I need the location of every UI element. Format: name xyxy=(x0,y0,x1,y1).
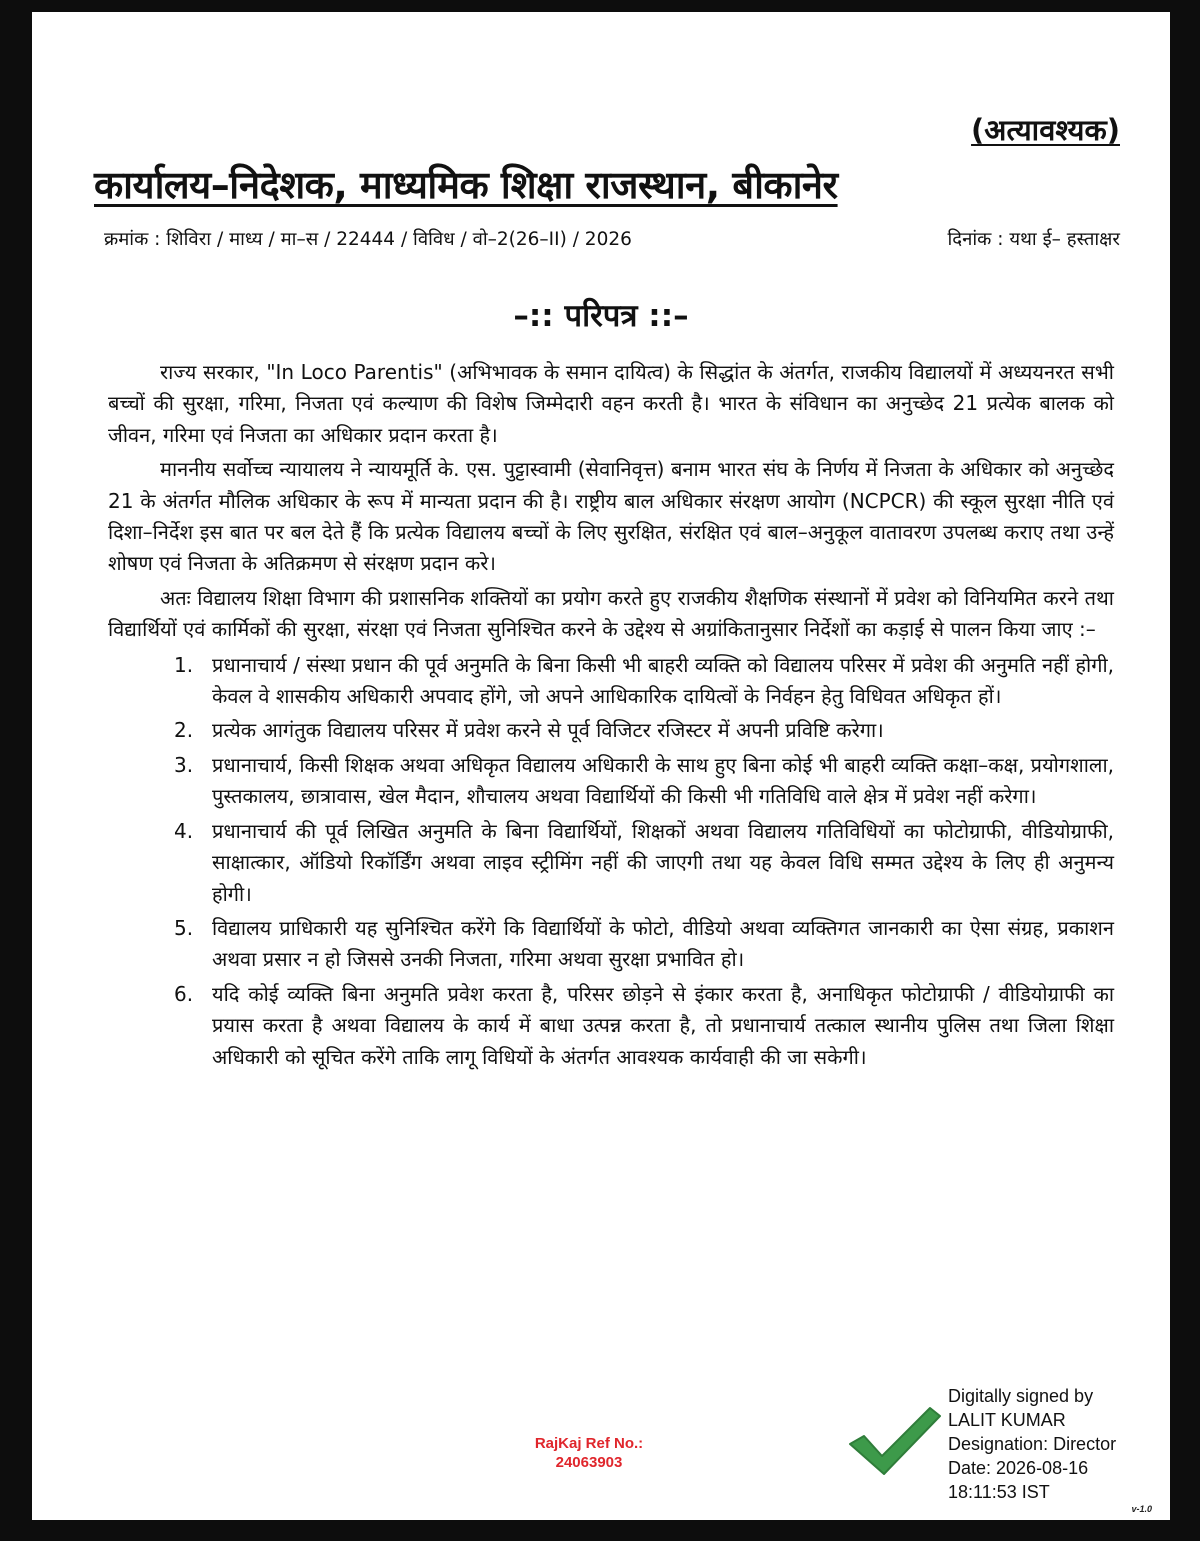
date-text: दिनांक : यथा ई– हस्ताक्षर xyxy=(947,229,1120,250)
reference-number: क्रमांक : शिविरा / माध्य / मा–स / 22444 / विविध / वो–2(26–ІІ) / 2026 xyxy=(104,229,632,250)
directive-text: यदि कोई व्यक्ति बिना अनुमति प्रवेश करता है, परिसर छोड़ने से इंकार करता है, अनाधिकृत फोटोग्राफी / वीडियोग्राफी का प्रयास करता है अथवा विद्यालय के कार्य में बाधा उत्पन्न करता है, तो प्रधानाचार्य तत्काल स्थानीय पुलिस तथा जिला शिक्षा अधिकारी को सूचित करेंगे ताकि लागू विधियों के अंतर्गत आवश्यक कार्यवाही की जा सकेगी। xyxy=(212,981,1114,1069)
directive-text: प्रत्येक आगंतुक विद्यालय परिसर में प्रवेश करने से पूर्व विजिटर रजिस्टर में अपनी प्रविष्टि करेगा। xyxy=(212,718,884,743)
directive-item xyxy=(108,650,1114,713)
signer-designation: Designation: Director xyxy=(948,1434,1117,1454)
directive-number: 3. xyxy=(174,752,194,777)
office-title: कार्यालय–निदेशक, माध्यमिक शिक्षा राजस्थान, बीकानेर xyxy=(94,163,838,207)
check-icon xyxy=(844,1400,944,1480)
directive-number: 6. xyxy=(174,981,194,1006)
signature-time: 18:11:53 IST xyxy=(948,1482,1050,1502)
circular-document xyxy=(32,12,1170,1520)
rajkaj-reference xyxy=(524,1434,654,1472)
circular-body xyxy=(108,357,1114,1076)
signer-name: LALIT KUMAR xyxy=(948,1410,1066,1430)
version-label: v-1.0 xyxy=(1131,1504,1152,1514)
urgent-label: (अत्यावश्यक) xyxy=(971,113,1120,147)
signature-date: Date: 2026-08-16 xyxy=(948,1458,1089,1478)
directive-number: 1. xyxy=(174,652,194,677)
directive-number: 2. xyxy=(174,718,194,743)
directive-text: प्रधानाचार्य / संस्था प्रधान की पूर्व अनुमति के बिना किसी भी बाहरी व्यक्ति को विद्यालय परिसर में प्रवेश की अनुमति नहीं होगी, केवल वे शासकीय अधिकारी अपवाद होंगे, जो अपने आधिकारिक दायित्वों के निर्वहन हेतु विधिवत अधिकृत हों। xyxy=(212,652,1114,709)
rajkaj-label: RajKaj Ref No.: xyxy=(534,1435,644,1452)
rajkaj-number: 24063903 xyxy=(555,1454,623,1471)
directives-list xyxy=(108,650,1114,1073)
directive-text: प्रधानाचार्य की पूर्व लिखित अनुमति के बिना विद्यार्थियों, शिक्षकों अथवा विद्यालय गतिविधियों का फोटोग्राफी, वीडियोग्राफी, साक्षात्कार, ऑडियो रिकॉर्डिंग अथवा लाइव स्ट्रीमिंग नहीं की जाएगी तथा यह केवल विधि सम्मत उद्देश्य के लिए ही अनुमन्य होगी। xyxy=(212,818,1114,906)
reference-row xyxy=(104,226,1120,251)
directive-item xyxy=(108,715,1114,746)
paragraph-judgement: माननीय सर्वोच्च न्यायालय ने न्यायमूर्ति के. एस. पुट्टास्वामी (सेवानिवृत्त) बनाम भारत संघ के निर्णय में निजता के अधिकार को अनुच्छेद 21 के अंतर्गत मौलिक अधिकार के रूप में मान्यता प्रदान की है। राष्ट्रीय बाल अधिकार संरक्षण आयोग (NCPCR) की स्कूल सुरक्षा नीति एवं दिशा–निर्देश इस बात पर बल देते हैं कि प्रत्येक विद्यालय बच्चों के लिए सुरक्षित, संरक्षित एवं बाल–अनुकूल वातावरण उपलब्ध कराए तथा उन्हें शोषण एवं निजता के अतिक्रमण से संरक्षण प्रदान करे। xyxy=(108,457,1114,576)
paragraph-intro: राज्य सरकार, "In Loco Parentis" (अभिभावक के समान दायित्व) के सिद्धांत के अंतर्गत, राजकीय विद्यालयों में अध्ययनरत सभी बच्चों की सुरक्षा, गरिमा, निजता एवं कल्याण की विशेष जिम्मेदारी वहन करती है। भारत के संविधान का अनुच्छेद 21 प्रत्येक बालक को जीवन, गरिमा एवं निजता का अधिकार प्रदान करता है। xyxy=(108,360,1114,447)
directive-item xyxy=(108,750,1114,813)
paragraph-directive-intro: अतः विद्यालय शिक्षा विभाग की प्रशासनिक शक्तियों का प्रयोग करते हुए राजकीय शैक्षणिक संस्थानों में प्रवेश को विनियमित करने तथा विद्यार्थियों एवं कार्मिकों की सुरक्षा, संरक्षा एवं निजता सुनिश्चित करने के उद्देश्य से अग्रांकितानुसार निर्देशों का कड़ाई से पालन किया जाए :– xyxy=(108,585,1114,642)
directive-item xyxy=(108,816,1114,910)
signature-line: Digitally signed by xyxy=(948,1386,1094,1406)
circular-heading: –:: परिपत्र ::– xyxy=(513,298,689,334)
directive-number: 5. xyxy=(174,915,194,940)
directive-item xyxy=(108,913,1114,976)
digital-signature xyxy=(948,1384,1116,1504)
directive-text: प्रधानाचार्य, किसी शिक्षक अथवा अधिकृत विद्यालय अधिकारी के साथ हुए बिना कोई भी बाहरी व्यक्ति कक्षा–कक्ष, प्रयोगशाला, पुस्तकालय, छात्रावास, खेल मैदान, शौचालय अथवा विद्यार्थियों की किसी भी गतिविधि वाले क्षेत्र में प्रवेश नहीं करेगा। xyxy=(212,752,1114,809)
directive-item xyxy=(108,979,1114,1073)
directive-text: विद्यालय प्राधिकारी यह सुनिश्चित करेंगे कि विद्यार्थियों के फोटो, वीडियो अथवा व्यक्तिगत जानकारी का ऐसा संग्रह, प्रकाशन अथवा प्रसार न हो जिससे उनकी निजता, गरिमा अथवा सुरक्षा प्रभावित हो। xyxy=(212,915,1114,972)
directive-number: 4. xyxy=(174,818,194,843)
